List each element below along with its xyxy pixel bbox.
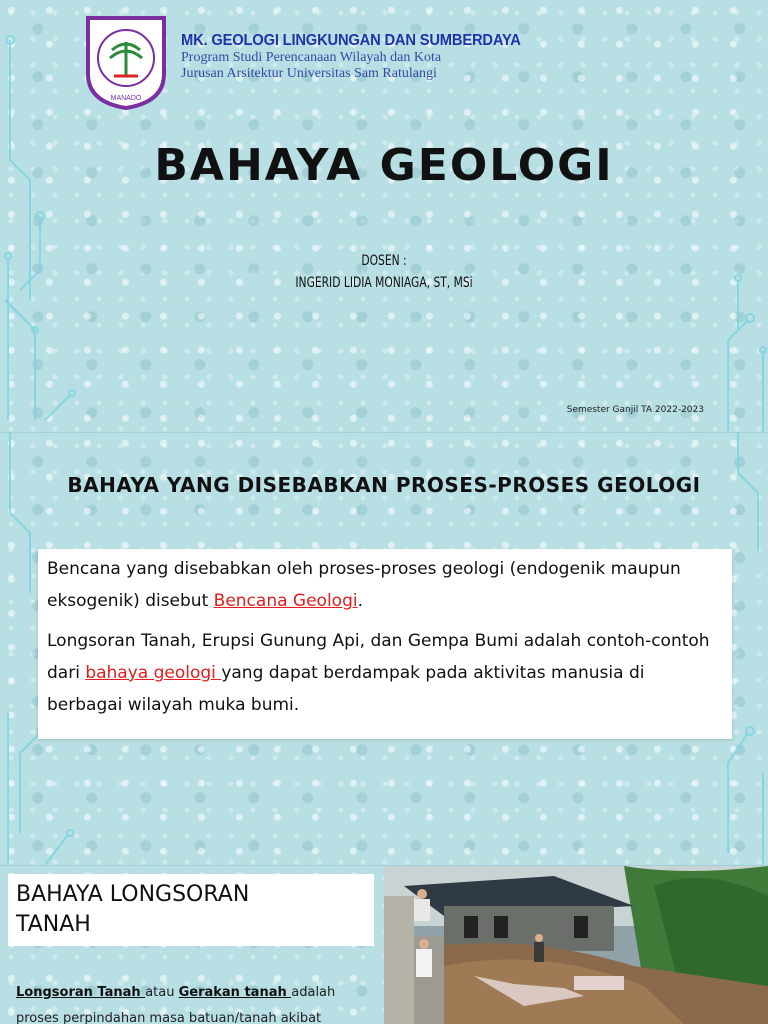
bahaya-geologi-link[interactable]: bahaya geologi [85, 663, 222, 683]
program-name: Program Studi Perencanaan Wilayah dan Kota [181, 50, 442, 65]
paragraph-2: Longsoran Tanah, Erupsi Gunung Api, dan Gempa Bumi adalah contoh-contoh dari bahaya geologi yang dapat berdampak pada aktivitas manusia di berbagai wilayah muka bumi. [47, 631, 710, 715]
term-longsoran-tanah: Longsoran Tanah [16, 985, 146, 1000]
landslide-title-box [8, 874, 374, 946]
university-seal-icon [82, 14, 170, 110]
paragraph-1: Bencana yang disebabkan oleh proses-proses geologi (endogenik maupun eksogenik) disebut Bencana Geologi. [47, 559, 681, 611]
lecturer-label: DOSEN : [361, 253, 407, 269]
course-title: MK. GEOLOGI LINGKUNGAN DAN SUMBERDAYA [181, 32, 521, 49]
circuit-decoration-right [708, 0, 768, 432]
definition-box [38, 549, 732, 739]
department-name: Jurusan Arsitektur Universitas Sam Ratulangi [181, 66, 437, 81]
landslide-description: Longsoran Tanah atau Gerakan tanah adalah proses perpindahan masa batuan/tanah akibat [16, 985, 336, 1024]
lecturer-block [58, 250, 711, 294]
semester-label: Semester Ganjil TA 2022-2023 [566, 405, 704, 415]
term-gerakan-tanah: Gerakan tanah [178, 985, 292, 1000]
bencana-geologi-link[interactable]: Bencana Geologi [213, 591, 358, 611]
landslide-photo [384, 866, 768, 1024]
landslide-title-line1: BAHAYA LONGSORAN [16, 882, 250, 907]
content-slide [0, 432, 768, 865]
section-title: BAHAYA YANG DISEBABKAN PROSES-PROSES GEOLOGI [67, 473, 701, 497]
svg-text:MANADO: MANADO [110, 95, 142, 102]
circuit-decoration-left [0, 0, 80, 432]
landslide-title-line2: TANAH [16, 912, 91, 937]
slide-title: BAHAYA GEOLOGI [154, 140, 614, 191]
lecturer-name: INGERID LIDIA MONIAGA, ST, MSi [295, 275, 473, 291]
title-slide [0, 0, 768, 432]
course-header [181, 32, 550, 82]
landslide-slide [0, 865, 768, 1024]
